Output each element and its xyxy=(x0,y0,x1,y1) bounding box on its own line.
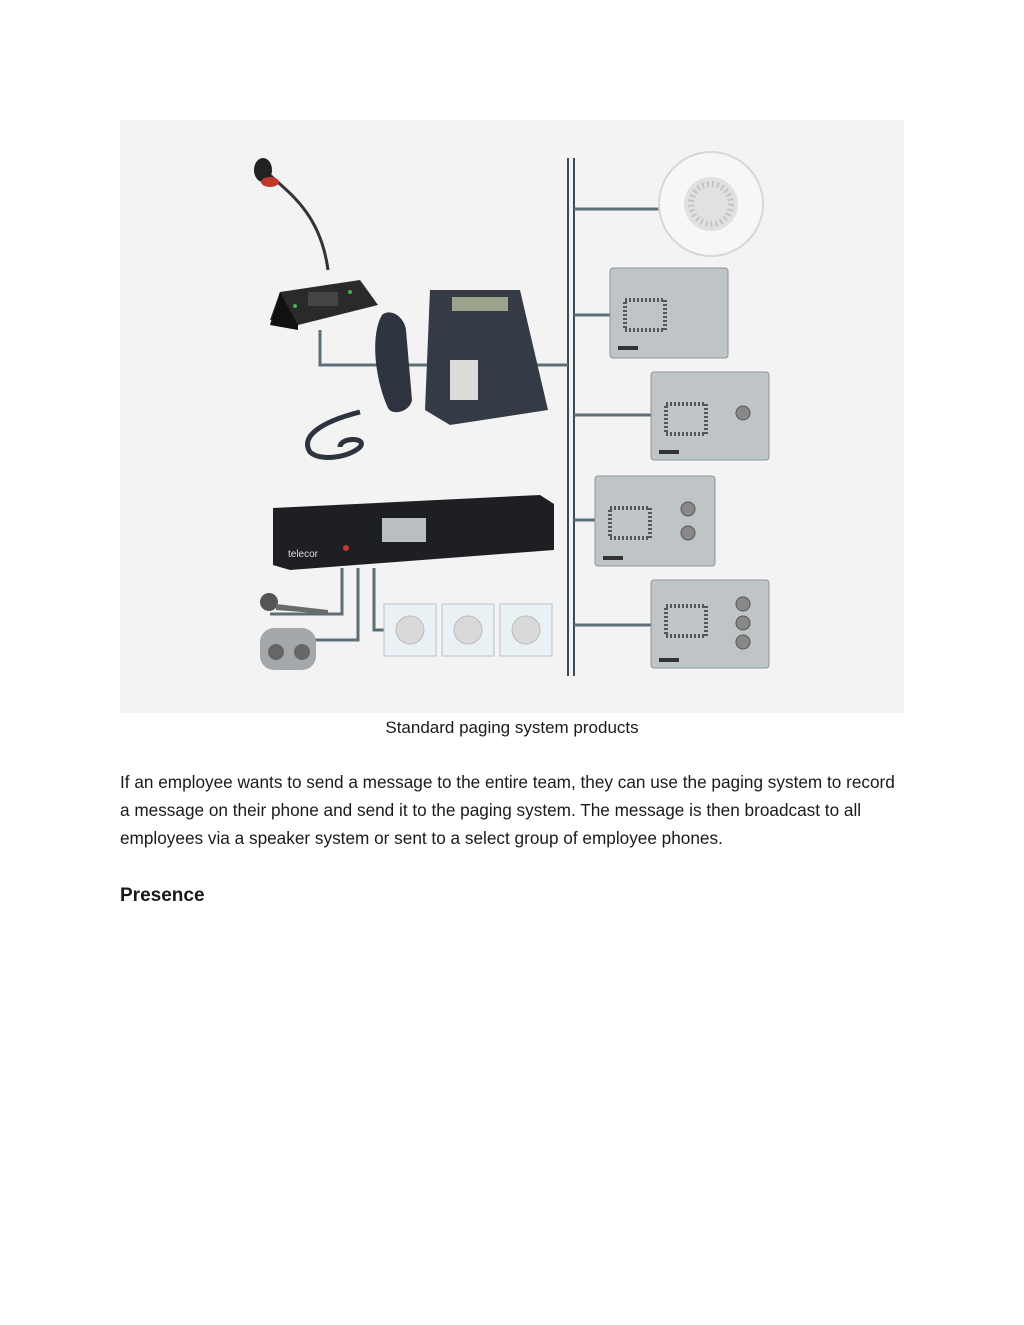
amplifier-brand-label: telecor xyxy=(288,549,319,560)
figure-caption: Standard paging system products xyxy=(385,718,639,737)
desk-phone xyxy=(307,290,548,457)
section-heading: Presence xyxy=(120,885,205,906)
handheld-microphone xyxy=(260,593,328,614)
cd-player xyxy=(260,628,316,670)
wall-speaker-panel-two-buttons xyxy=(595,476,715,566)
paging-system-illustration xyxy=(120,120,904,713)
ceiling-tile-speakers xyxy=(384,604,552,656)
paging-amplifier xyxy=(273,495,554,570)
wall-speaker-panel-three-buttons xyxy=(651,580,769,668)
body-paragraph: If an employee wants to send a message to the entire team, they can use the paging system to record a message on their phone and send it to the paging system. The message is then broadcast to all employees via a speaker system or sent to a select group of employee phones. xyxy=(120,772,895,848)
wall-speaker-panel xyxy=(610,268,728,358)
paging-system-figure xyxy=(120,120,904,713)
desk-microphone-console xyxy=(254,158,378,330)
wall-speaker-panel-one-button xyxy=(651,372,769,460)
ceiling-speaker-round xyxy=(659,152,763,256)
